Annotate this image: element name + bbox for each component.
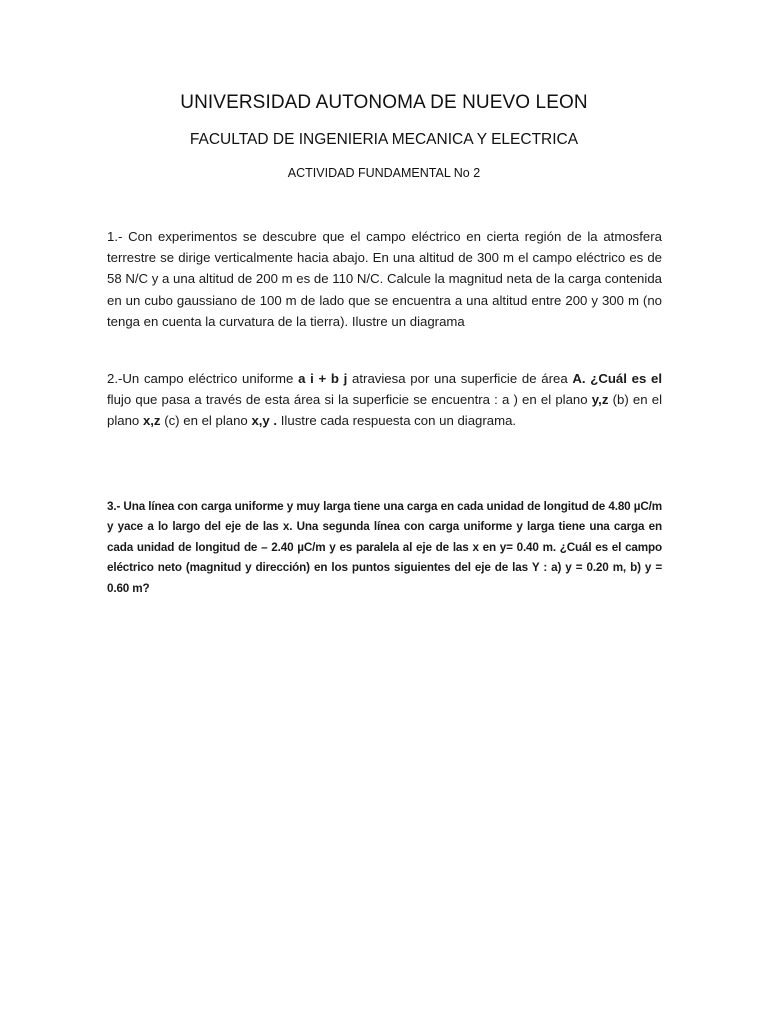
faculty-title: FACULTAD DE INGENIERIA MECANICA Y ELECTRICA [189, 131, 579, 148]
problem-2-text-a: 2.-Un campo eléctrico uniforme [107, 371, 299, 386]
problem-2-text-c: flujo que pasa a través de esta área si la superficie se encuentra : a ) en el plano [107, 391, 592, 407]
problem-2-question: ¿Cuál es el [585, 371, 663, 386]
problem-2-plane-xy: x,y . [251, 412, 278, 428]
problem-1: 1.- Con experimentos se descubre que el campo eléctrico en cierta región de la atmosfera terrestre se dirige verticalmente hacia abajo. En una altitud de 300 m el campo eléctrico es de 58 N/C y a una altitud de 200 m es de 110 N/C. Calcule la magnitud neta de la carga contenida en un cubo gaussiano de 100 m de lado que se encuentra a una altitud entre 200 y 300 m (no tenga en cuenta la curvatura de la tierra). Ilustre un diagrama [107, 229, 662, 329]
problem-2-plane-xz: x,z [142, 412, 161, 428]
problem-2 [107, 369, 662, 431]
problem-3: 3.- Una línea con carga uniforme y muy larga tiene una carga en cada unidad de longitud de 4.80 µC/m y yace a lo largo del eje de las x. Una segunda línea con carga uniforme y larga tiene una carga en cada unidad de longitud de – 2.40 µC/m y es paralela al eje de las x en y= 0.40 m. ¿Cuál es el campo eléctrico neto (magnitud y dirección) en los puntos siguientes del eje de las Y : a) y = 0.20 m, b) y = 0.60 m? [107, 500, 662, 595]
problem-2-vector: a i + b j [298, 371, 348, 386]
activity-title: ACTIVIDAD FUNDAMENTAL No 2 [287, 166, 481, 180]
problem-2-text-d: (b) en el plano [107, 391, 663, 428]
problem-2-text-e: (c) en el plano [160, 412, 252, 428]
problem-2-area: A. [572, 371, 586, 386]
problem-2-text-f: Ilustre cada respuesta con un diagrama. [277, 412, 517, 428]
university-title: UNIVERSIDAD AUTONOMA DE NUEVO LEON [180, 92, 588, 113]
problem-2-plane-yz: y,z [591, 391, 609, 407]
problem-2-text-b: atraviesa por una superficie de área [347, 371, 573, 386]
